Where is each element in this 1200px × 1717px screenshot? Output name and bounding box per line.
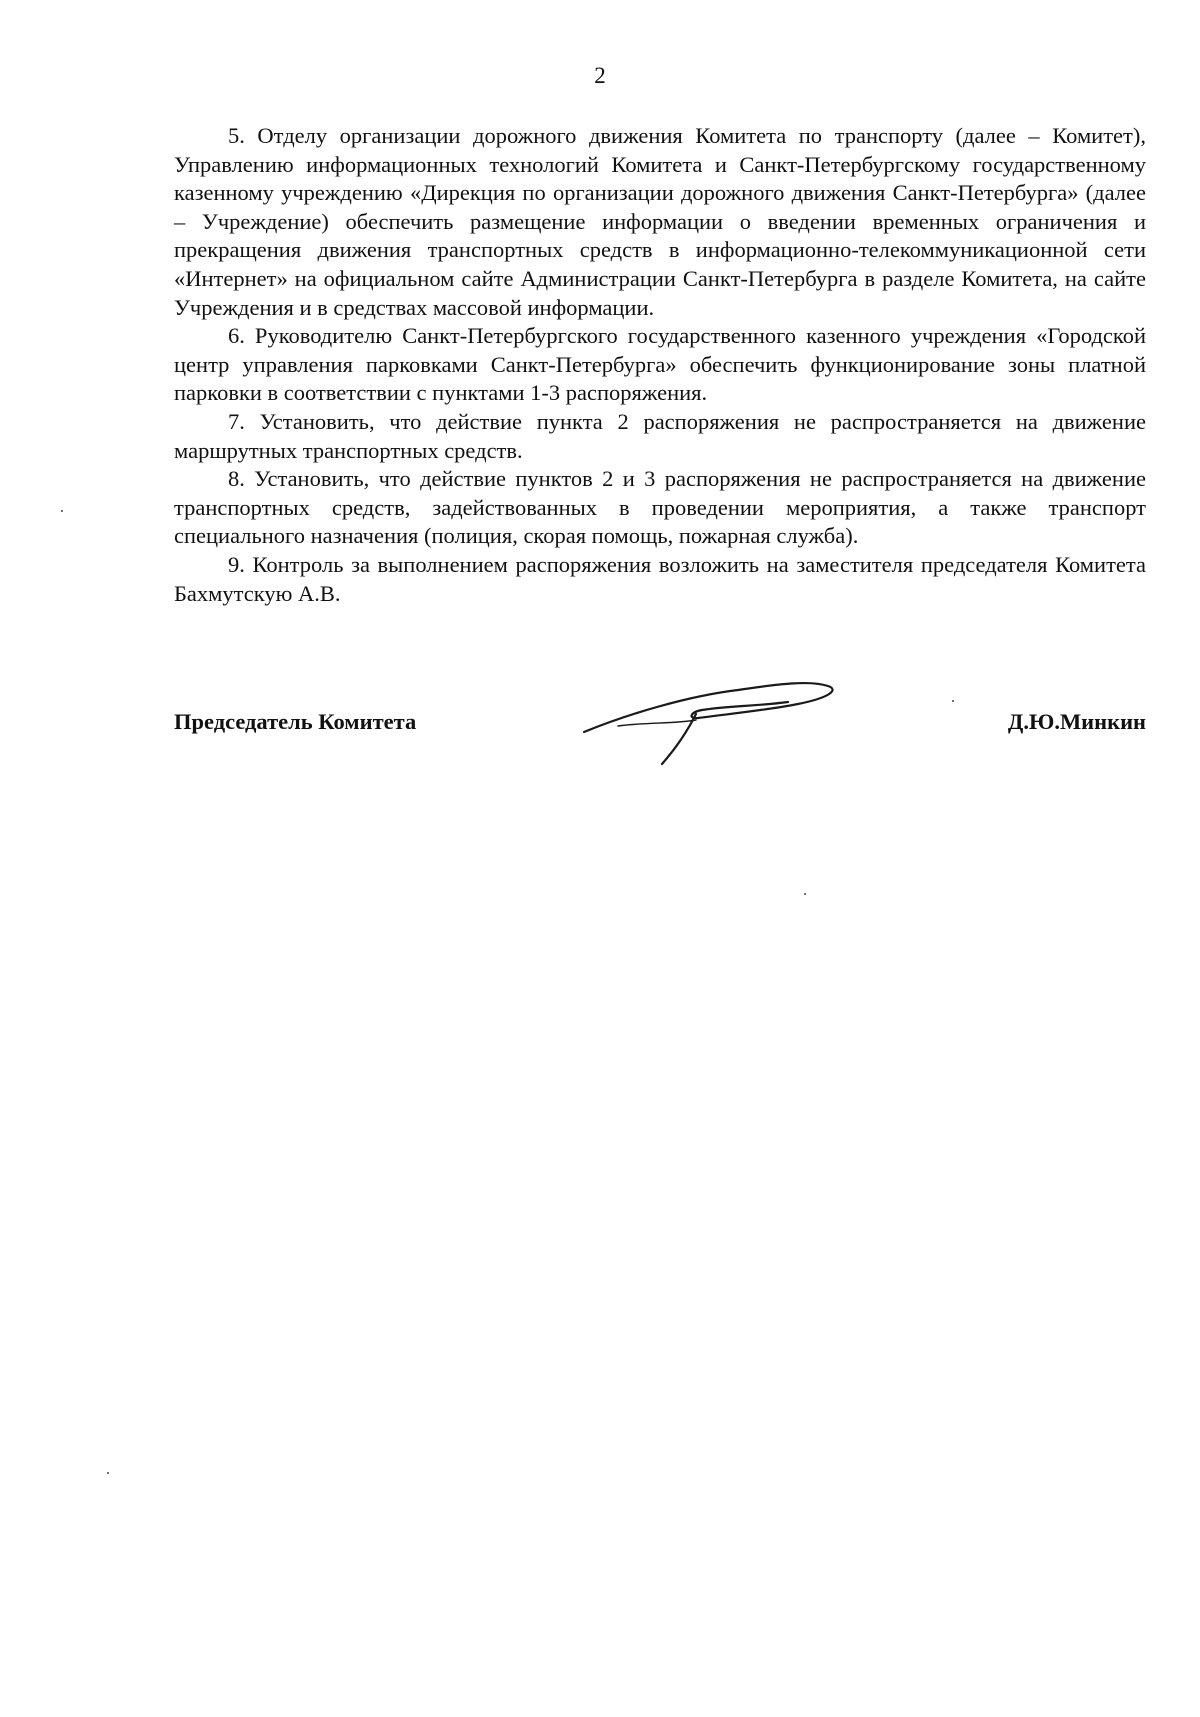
paragraph-6: 6. Руководителю Санкт-Петербургского государственного казенного учреждения «Городской центр управления парковками Санкт-Петербурга» обеспечить функционирование зоны платной парковки в соответствии с пунктами 1-3 распоряжения. (174, 323, 1146, 406)
scan-speck (804, 893, 806, 895)
paragraph-5: 5. Отделу организации дорожного движения Комитета по транспорту (далее – Комитет), Управлению информационных технологий Комитета и Санкт-Петербургскому государственному казенному учреждению «Дирекция по организации дорожного движения Санкт-Петербурга» (далее – Учреждение) обеспечить размещение информации о введении временных ограничения и прекращения движения транспортных средств в информационно-телекоммуникационной сети «Интернет» на официальном сайте Администрации Санкт-Петербурга в разделе Комитета, на сайте Учреждения и в средствах массовой информации. (174, 123, 1146, 320)
scan-speck (952, 700, 954, 702)
document-body (174, 122, 1146, 608)
paragraph-7: 7. Установить, что действие пункта 2 распоряжения не распространяется на движение маршрутных транспортных средств. (174, 408, 1146, 463)
paragraph-9: 9. Контроль за выполнением распоряжения возложить на заместителя председателя Комитета Бахмутскую А.В. (174, 551, 1146, 606)
scan-speck (61, 510, 63, 512)
handwritten-signature (578, 664, 858, 774)
signer-title: Председатель Комитета (174, 709, 417, 734)
scan-speck (107, 1472, 109, 1474)
paragraph-8: 8. Установить, что действие пунктов 2 и 3 распоряжения не распространяется на движение транспортных средств, задействованных в проведении мероприятия, а также транспорт специального назначения (полиция, скорая помощь, пожарная служба). (174, 466, 1146, 549)
signer-name: Д.Ю.Минкин (1007, 709, 1146, 734)
page-number: 2 (594, 63, 606, 88)
